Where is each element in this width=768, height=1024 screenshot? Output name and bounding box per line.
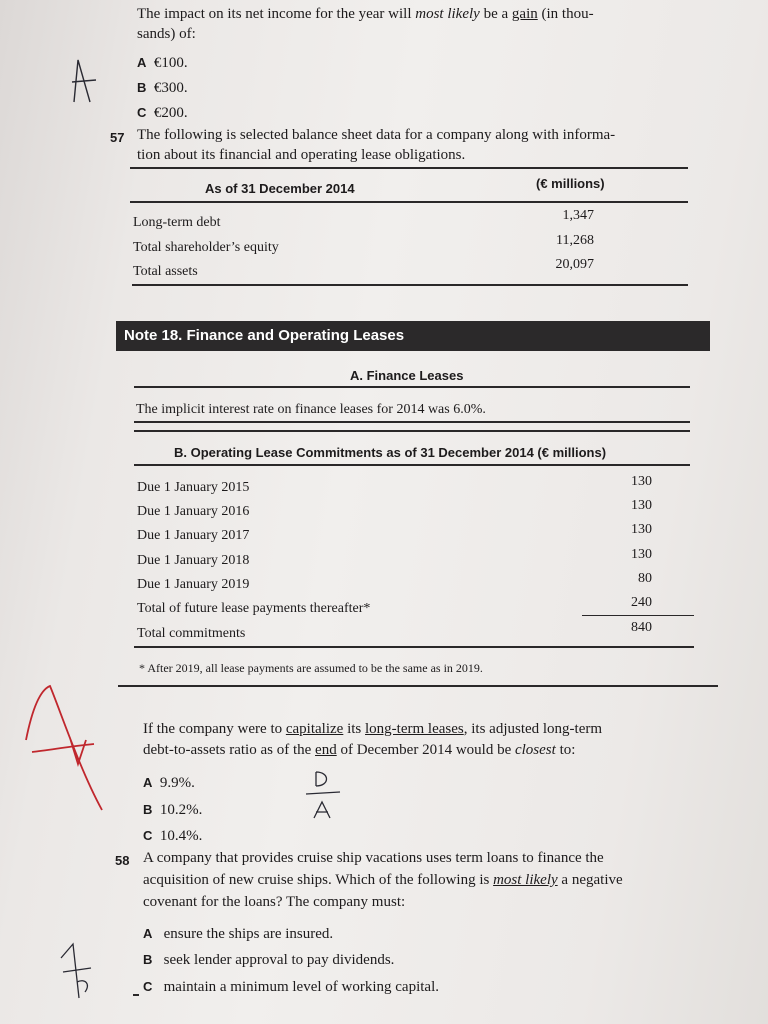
bs-header-left: As of 31 December 2014 <box>205 181 355 196</box>
lease-row-label: Due 1 January 2019 <box>137 577 250 592</box>
q58-stem-line3: covenant for the loans? The company must: <box>143 894 406 910</box>
q57-question-line1: If the company were to capitalize its long-term leases, its adjusted long-term <box>143 721 603 737</box>
handwritten-red-a-mark <box>20 680 110 820</box>
q58-number: 58 <box>115 853 130 868</box>
lease-row-value: 130 <box>631 474 652 489</box>
q56-stem-line1: The impact on its net income for the year will most likely be a gain (in thou- <box>137 6 594 22</box>
section-b-rule <box>134 464 690 466</box>
section-b-bottom-rule <box>134 646 694 648</box>
bs-row-value: 1,347 <box>562 208 594 223</box>
q58-stem-line2: acquisition of new cruise ships. Which of the following is most likely a negative <box>143 872 623 888</box>
q57-option-c: C 10.4%. <box>143 828 203 844</box>
bs-row-label: Total shareholder’s equity <box>133 240 279 255</box>
bs-row-value: 11,268 <box>556 233 594 248</box>
q56-stem-line2: sands) of: <box>137 26 196 42</box>
note-title-bar: Note 18. Finance and Operating Leases <box>116 321 710 351</box>
section-a-rule <box>134 386 690 388</box>
q57-question-line2: debt-to-assets ratio as of the end of December 2014 would be closest to: <box>143 742 576 758</box>
lease-footnote: * After 2019, all lease payments are assumed to be the same as in 2019. <box>139 661 483 675</box>
pen-dash-mark <box>133 994 139 996</box>
lease-row-value: 840 <box>631 620 652 635</box>
bs-row-label: Long-term debt <box>133 215 221 230</box>
bs-bottom-rule <box>132 284 688 286</box>
lease-row-value: 240 <box>631 595 652 610</box>
q56-option-b: B €300. <box>137 80 188 96</box>
bs-row-value: 20,097 <box>555 257 594 272</box>
bs-header-right: (€ millions) <box>536 176 605 191</box>
q58-option-a: A ensure the ships are insured. <box>143 926 334 942</box>
lease-row-label: Due 1 January 2016 <box>137 504 250 519</box>
lease-row-value: 130 <box>631 547 652 562</box>
lease-row-value: 80 <box>638 571 652 586</box>
lease-row-label: Total commitments <box>137 626 246 641</box>
q57-stem-line2: tion about its financial and operating lease obligations. <box>137 147 466 163</box>
lease-row-label: Total of future lease payments thereafter* <box>137 601 371 616</box>
handwritten-a-mark-q58 <box>55 938 105 1008</box>
footnote-rule <box>118 685 718 687</box>
q57-option-a: A 9.9%. <box>143 775 195 791</box>
finance-lease-text: The implicit interest rate on finance leases for 2014 was 6.0%. <box>136 402 486 417</box>
lease-row-label: Due 1 January 2018 <box>137 553 250 568</box>
section-b-top-rule <box>134 430 690 432</box>
q58-stem-line1: A company that provides cruise ship vacations uses term loans to finance the <box>143 850 604 866</box>
section-b-heading: B. Operating Lease Commitments as of 31 December 2014 (€ millions) <box>174 445 607 460</box>
lease-row-value: 130 <box>631 498 652 513</box>
q56-option-c: C €200. <box>137 105 188 121</box>
subtotal-rule <box>582 615 694 616</box>
lease-row-value: 130 <box>631 522 652 537</box>
handwritten-fraction <box>300 768 346 824</box>
finance-text-rule <box>134 421 690 423</box>
bs-row-label: Total assets <box>133 264 198 279</box>
handwritten-a-mark <box>60 50 110 110</box>
bs-header-rule <box>130 201 688 203</box>
q57-stem-line1: The following is selected balance sheet data for a company along with informa- <box>137 127 616 143</box>
lease-row-label: Due 1 January 2017 <box>137 528 250 543</box>
q57-option-b: B 10.2%. <box>143 802 203 818</box>
q58-option-b: B seek lender approval to pay dividends. <box>143 952 395 968</box>
section-a-heading: A. Finance Leases <box>350 368 464 383</box>
q58-option-c: C maintain a minimum level of working capital. <box>143 979 439 995</box>
q56-option-a: A €100. <box>137 55 188 71</box>
q57-number: 57 <box>110 130 125 145</box>
table-top-rule <box>130 167 688 169</box>
lease-row-label: Due 1 January 2015 <box>137 480 250 495</box>
